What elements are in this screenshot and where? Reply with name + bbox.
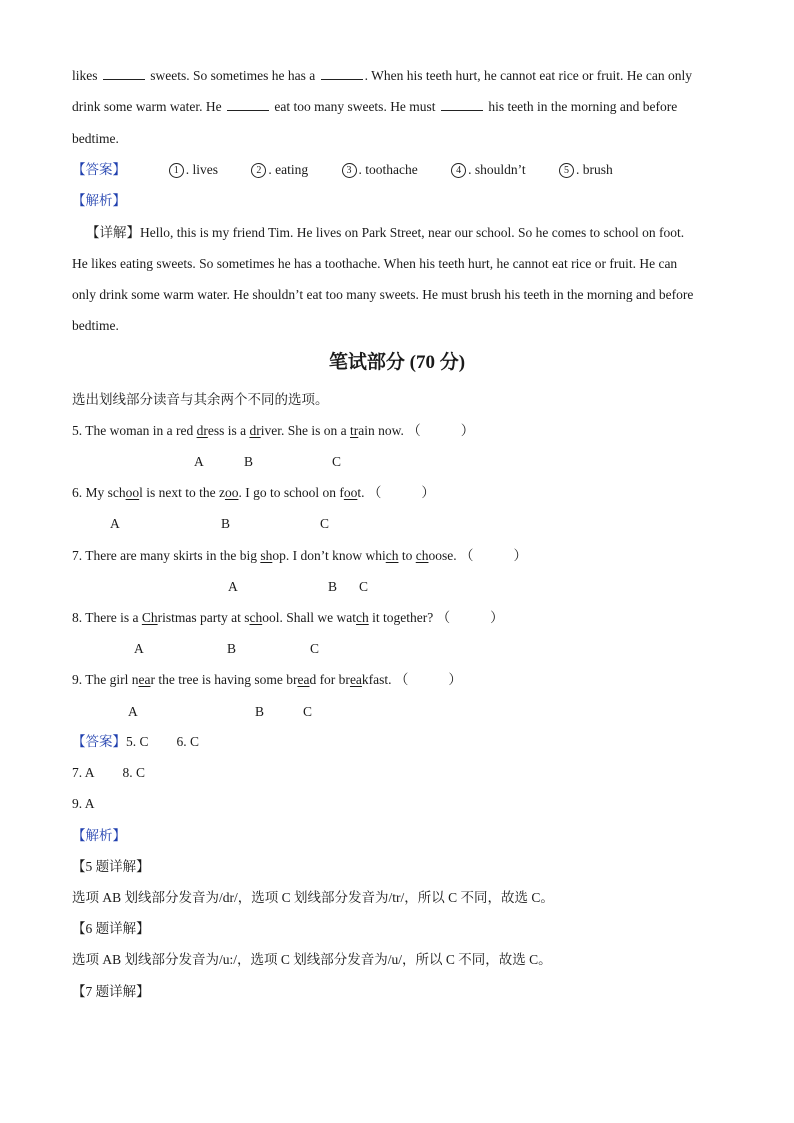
underlined-part: oo — [125, 485, 140, 500]
underlined-part: ea — [349, 672, 362, 687]
underlined-part: sh — [260, 548, 273, 563]
circle-number-icon: 4 — [451, 163, 466, 178]
underlined-part: ch — [385, 548, 399, 563]
passage-text: . When his teeth hurt, he cannot eat rice or fruit. He can only — [364, 68, 692, 83]
analysis-tag: 【解析】 — [72, 828, 126, 843]
underlined-part: tr — [349, 423, 359, 438]
q6-detail-text: 选项 AB 划线部分发音为/u:/，选项 C 划线部分发音为/u/，所以 C 不同，故选 C。 — [72, 952, 552, 967]
option-b: B — [328, 579, 338, 594]
passage-text: his teeth in the morning and before — [488, 99, 678, 114]
blank-3 — [227, 98, 269, 111]
circle-number-icon: 5 — [559, 163, 574, 178]
circle-number-icon: 1 — [169, 163, 184, 178]
underlined-part: ch — [415, 548, 429, 563]
option-b: B — [227, 641, 237, 656]
option-b: B — [255, 704, 265, 719]
question-5: 5. The woman in a red dress is a driver. She is on a train now. （ ） — [72, 423, 475, 438]
option-b: B — [221, 516, 231, 531]
passage-text: eat too many sweets. He must — [274, 99, 436, 114]
option-c: C — [303, 704, 313, 719]
section-title: 笔试部分 (70 分) — [328, 352, 466, 373]
option-c: C — [332, 454, 342, 469]
circle-number-icon: 3 — [342, 163, 357, 178]
underlined-part: ch — [249, 610, 263, 625]
answer-row-3: 7. A 8. C — [72, 765, 146, 780]
circle-number-icon: 2 — [251, 163, 266, 178]
passage-line-3: bedtime. — [72, 131, 119, 146]
q7-detail-tag: 【7 题详解】 — [72, 984, 150, 999]
passage-text: likes — [72, 68, 98, 83]
answer-tag: 【答案】 — [72, 734, 126, 749]
option-c: C — [310, 641, 320, 656]
section-instruction: 选出划线部分读音与其余两个不同的选项。 — [72, 392, 329, 407]
answer-row-2: 【答案】5. C 6. C — [72, 734, 200, 749]
underlined-part: ch — [355, 610, 369, 625]
question-8: 8. There is a Christmas party at school. Shall we watch it together? （ ） — [72, 610, 504, 625]
analysis-line-3: only drink some warm water. He shouldn’t eat too many sweets. He must brush his teeth in the morning and before — [72, 287, 694, 302]
option-a: A — [110, 516, 120, 531]
q6-detail-tag: 【6 题详解】 — [72, 921, 150, 936]
passage-text: sweets. So sometimes he has a — [150, 68, 316, 83]
option-a: A — [134, 641, 144, 656]
q5-detail-text: 选项 AB 划线部分发音为/dr/，选项 C 划线部分发音为/tr/，所以 C 不同，故选 C。 — [72, 890, 554, 905]
answer-item: 3 . toothache — [342, 161, 418, 179]
analysis-line-1: 【详解】Hello, this is my friend Tim. He lives on Park Street, near our school. So he comes to school on foot. — [86, 225, 685, 240]
answer-tag: 【答案】 — [72, 162, 126, 177]
answer-row-4: 9. A — [72, 796, 95, 811]
option-a: A — [128, 704, 138, 719]
analysis-tag: 【解析】 — [72, 193, 126, 208]
passage-text: drink some warm water. He — [72, 99, 222, 114]
answer-item: 5 . brush — [559, 161, 613, 179]
blank-4 — [441, 98, 483, 111]
analysis-line-2: He likes eating sweets. So sometimes he has a toothache. When his teeth hurt, he cannot eat rice or fruit. He can — [72, 256, 678, 271]
underlined-part: oo — [224, 485, 239, 500]
underlined-part: oo — [343, 485, 358, 500]
underlined-part: ea — [297, 672, 310, 687]
underlined-part: dr — [249, 423, 261, 438]
passage-line-1 — [72, 67, 692, 85]
answer-row-1 — [72, 161, 643, 179]
underlined-part: dr — [196, 423, 208, 438]
underlined-part: ea — [138, 672, 151, 687]
passage-line-2 — [72, 98, 677, 116]
answer-item: 1 . lives — [169, 161, 218, 179]
option-b: B — [244, 454, 254, 469]
answer-item: 2 . eating — [251, 161, 308, 179]
detail-tag: 【详解】 — [86, 225, 140, 240]
q5-detail-tag: 【5 题详解】 — [72, 859, 150, 874]
underlined-part: Ch — [141, 610, 158, 625]
option-a: A — [228, 579, 238, 594]
answer-item: 4 . shouldn’t — [451, 161, 526, 179]
option-a: A — [194, 454, 204, 469]
question-7: 7. There are many skirts in the big shop. I don’t know which to choose. （ ） — [72, 548, 527, 563]
option-c: C — [320, 516, 330, 531]
question-9: 9. The girl near the tree is having some bread for breakfast. （ ） — [72, 672, 462, 687]
question-6: 6. My school is next to the zoo. I go to school on foot. （ ） — [72, 485, 435, 500]
analysis-line-4: bedtime. — [72, 318, 119, 333]
blank-2 — [321, 67, 363, 80]
option-c: C — [359, 579, 369, 594]
blank-1 — [103, 67, 145, 80]
